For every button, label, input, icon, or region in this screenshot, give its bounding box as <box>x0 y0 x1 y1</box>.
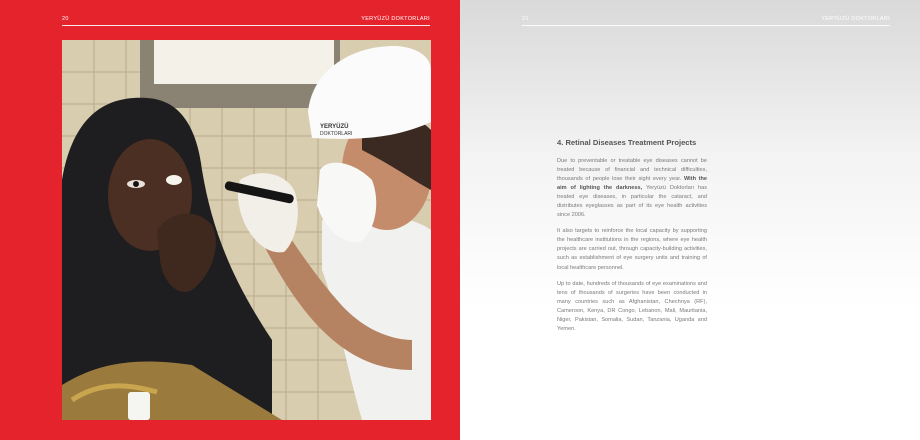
eye-drop-bottle <box>128 392 150 420</box>
left-page-number: 20 <box>62 16 69 22</box>
cap-logo-text: YERYÜZÜ <box>320 124 349 130</box>
left-header-rule <box>62 25 430 26</box>
eye-examination-photo <box>62 40 431 420</box>
svg-text:DOKTORLARI: DOKTORLARI <box>320 131 353 137</box>
right-running-header: YERYÜZÜ DOKTORLARI <box>821 16 890 22</box>
right-header-rule <box>522 25 890 26</box>
left-running-header: YERYÜZÜ DOKTORLARI <box>361 16 430 22</box>
article <box>557 138 707 341</box>
paragraph-3: Up to date, hundreds of thousands of eye examinations and tens of thousands of surgeries have been conducted in many countries such as Afghanistan, Chechnya (RF), Cameroon, Kenya, DR Congo, Lebanon, Mali, Mauritania, Niger, Pakistan, Somalia, Sudan, Tanzania, Uganda and Yemen. <box>557 280 707 332</box>
patient-right-eye <box>166 175 182 185</box>
right-page <box>460 0 920 440</box>
photo-illustration <box>62 40 431 420</box>
paragraph-1: Due to preventable or treatable eye diseases cannot be treated because of financial and technical difficulties, thousands of people lose their sight every year. With the aim of lighting the darkness, Yeryüzü Doktorları has treated eye diseases, in particular the cataract, and distributes eyeglasses as part of its eye health activities since 2006. <box>557 158 708 219</box>
paragraph-1-bold: With the aim of lighting the darkness, <box>557 176 708 192</box>
article-title: 4. Retinal Diseases Treatment Projects <box>557 138 697 147</box>
right-page-number: 21 <box>522 16 529 22</box>
window-glass <box>154 40 334 84</box>
paragraph-2: It also targets to reinforce the local capacity by supporting the healthcare institutions in the regions, where eye health projects are carried out, through capacity-building activities, such as establishment of eye surgery units and training of local healthcare personnel. <box>557 228 707 271</box>
